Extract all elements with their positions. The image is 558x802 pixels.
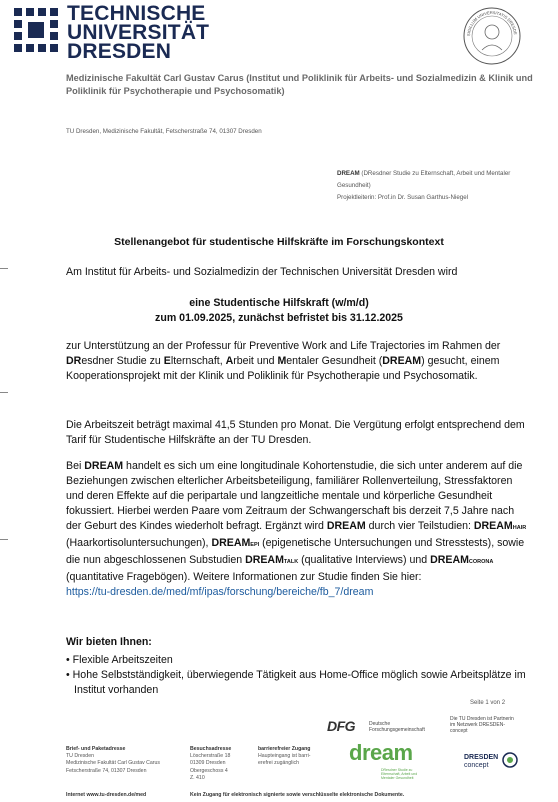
- dresden-concept-icon: [502, 752, 518, 768]
- offer-list: [66, 653, 528, 698]
- footer-visit-address: Besuchsadresse Löscherstraße 18 01309 Dresden Obergeschoss 4 Z. 410: [190, 746, 232, 781]
- project-info-box: [337, 168, 527, 204]
- dream-logo: dream DResdner Studie zu Elternschaft, Arbeit und Mentaler Gesundheit: [349, 740, 418, 780]
- svg-text:SIGILLUM UNIVERSITATIS DRESDEN: SIGILLUM UNIVERSITATIS DRESDE: [465, 9, 518, 37]
- footer-note: Kein Zugang für elektronisch signierte sowie verschlüsselte elektronische Dokumente.: [190, 792, 405, 798]
- sender-address: TU Dresden, Medizinische Fakultät, Fetscherstraße 74, 01307 Dresden: [66, 128, 262, 135]
- partner-note: Die TU Dresden ist Partnerin im Netzwerk DRESDEN-concept: [450, 716, 514, 734]
- dream-study-link[interactable]: https://tu-dresden.de/med/mf/ipas/forschung/bereiche/fb_7/dream: [66, 586, 374, 598]
- offer-heading: Wir bieten Ihnen:: [66, 636, 152, 648]
- faculty-heading: Medizinische Fakultät Carl Gustav Carus (Institut und Poliklinik für Arbeits- und Sozialmedizin & Klinik und Poliklinik für Psychotherapie und Psychosomatik): [66, 73, 533, 96]
- intro-text: Am Institut für Arbeits- und Sozialmedizin der Technischen Universität Dresden wird: [66, 266, 458, 278]
- paragraph-working-hours: Die Arbeitszeit beträgt maximal 41,5 Stunden pro Monat. Die Vergütung erfolgt entsprechend dem Tarif für Studentische Hilfskräfte an der TU Dresden.: [66, 419, 525, 446]
- tud-logo-icon: [14, 8, 58, 52]
- list-item: • Flexible Arbeitszeiten: [66, 653, 528, 668]
- fold-mark: [0, 268, 8, 269]
- footer-postal-address: Brief- und Paketadresse TU Dresden Medizinische Fakultät Carl Gustav Carus Fetscherstraße 74, 01307 Dresden: [66, 746, 160, 774]
- page-number: Seite 1 von 2: [470, 700, 506, 706]
- fold-mark: [0, 539, 8, 540]
- position-heading: [0, 296, 558, 326]
- position-dates: zum 01.09.2025, zunächst befristet bis 31.12.2025: [155, 312, 403, 324]
- footer-accessibility: barrierefreier Zugang Haupteingang ist barri- erefrei zugänglich: [258, 746, 311, 767]
- footer-internet: Internet www.tu-dresden.de/med: [66, 792, 147, 798]
- tud-logo-text: TECHNISCHE UNIVERSITÄT DRESDEN: [67, 2, 210, 63]
- punch-mark: [0, 392, 8, 393]
- paragraph-support: zur Unterstützung an der Professur für Preventive Work and Life Trajectories im Rahmen der DResdner Studie zu Elternschaft, Arbeit und Mentaler Gesundheit (DREAM) gesucht, einem Kooperationsprojekt mit der Klinik und Poliklinik für Psychotherapie und Psychosomatik.: [66, 340, 501, 382]
- paragraph-study-description: Bei DREAM handelt es sich um eine longitudinale Kohortenstudie, die sich unter anderem auf die Beziehungen zwischen elterlicher Arbeitsbeteiligung, familiärer Rollenverteilung, Stressfaktoren und deren Effekte auf die peripartale und langzeitliche mentale und körperliche Gesundheit fokussiert. Hierbei werden Paare vom Zeitraum der Schwangerschaft bis derzeit 7,5 Jahre nach der Geburt des Kindes wiederholt befragt. Ergänzt wird DREAM durch vier Teilstudien: DREAMHAIR (Haarkortisoluntersuchungen), DREAMEPI (epigenetische Untersuchungen und Stresstests), sowie die nun abgeschlossenen Substudien DREAMTALK (qualitative Interviews) und DREAMCORONA (quantitative Fragebögen). Weitere Informationen zur Studie finden Sie hier: https://tu-dresden.de/med/mf/ipas/forschung/bereiche/fb_7/dream: [66, 460, 527, 598]
- university-seal-icon: [462, 6, 522, 66]
- dfg-logo: DFG Deutsche Forschungsgemeinschaft: [327, 718, 425, 734]
- dresden-concept-logo: DRESDEN concept: [464, 754, 499, 769]
- project-name: DREAM: [337, 170, 360, 177]
- project-full-name: (DResdner Studie zu Elternschaft, Arbeit und Mentaler Gesundheit): [337, 170, 511, 189]
- page-title: Stellenangebot für studentische Hilfskräfte im Forschungskontext: [114, 236, 444, 248]
- list-item: • Hohe Selbstständigkeit, überwiegende Tätigkeit aus Home-Office möglich sowie Arbeitsplätze im Institut vorhanden: [66, 668, 528, 698]
- project-lead: Projektleiterin: Prof.in Dr. Susan Garthus-Niegel: [337, 194, 469, 201]
- position-title: eine Studentische Hilfskraft (w/m/d): [189, 297, 369, 309]
